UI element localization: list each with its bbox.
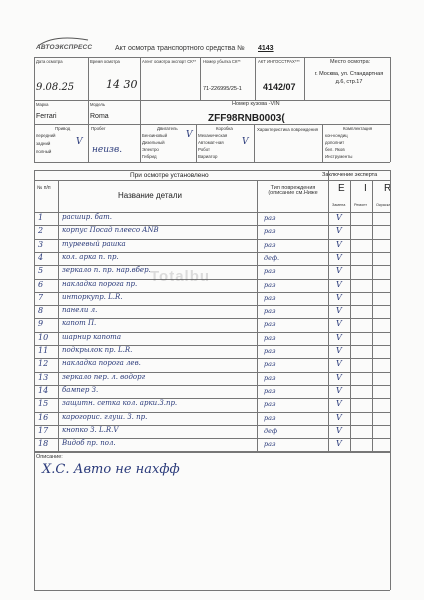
- row-damage-type: раз: [264, 214, 276, 222]
- grid-line: [196, 124, 197, 162]
- row-check-mark: V: [336, 226, 342, 236]
- gear-item-robot: Робот: [198, 147, 211, 152]
- col-i-header: I: [364, 183, 367, 194]
- place-value: г. Москва, ул. Стандартная д.6, стр.17: [314, 71, 384, 85]
- row-number: 4: [38, 252, 44, 262]
- grid-line: [390, 452, 391, 590]
- document-number: 4143: [258, 45, 274, 52]
- row-check-mark: V: [336, 332, 342, 342]
- row-damage-type: раз: [264, 373, 276, 382]
- make-label: Марка: [36, 102, 49, 107]
- equip-item-extra: дополнит: [325, 140, 345, 145]
- row-number: 10: [38, 332, 49, 342]
- col-num-header: № п/п: [37, 185, 51, 191]
- grid-line: [34, 124, 35, 162]
- make-value: Ferrari: [36, 113, 57, 120]
- row-damage-type: раз: [264, 360, 276, 369]
- row-damage-type: раз: [264, 240, 276, 249]
- grid-line: [328, 170, 329, 452]
- row-damage-type: деф: [264, 426, 278, 435]
- row-damage-type: раз: [264, 280, 276, 289]
- row-number: 6: [38, 279, 44, 289]
- vin-label: Номер кузова -VIN: [232, 101, 280, 107]
- engine-label: Двигатель: [157, 126, 178, 131]
- grid-line: [34, 452, 35, 590]
- row-number: 14: [38, 385, 49, 395]
- row-check-mark: V: [336, 372, 342, 382]
- row-number: 2: [38, 226, 44, 236]
- row-check-mark: V: [336, 359, 342, 369]
- row-damage-type: раз: [264, 413, 276, 422]
- row-part-name: бампер З.: [62, 385, 99, 394]
- voucher-label: Номер убытка СК**: [203, 59, 241, 64]
- grid-line: [34, 170, 390, 171]
- row-damage-type: раз: [264, 267, 276, 276]
- row-check-mark: V: [336, 319, 342, 329]
- row-number: 16: [38, 412, 49, 422]
- row-part-name: подкрылок пр. L.R.: [62, 346, 133, 354]
- row-number: 8: [38, 306, 44, 316]
- row-check-mark: V: [336, 346, 342, 355]
- row-number: 12: [38, 359, 49, 369]
- grid-line: [322, 124, 323, 162]
- date-value: 9.08.25: [36, 82, 75, 93]
- engine-item-diesel: Дизельный: [142, 140, 165, 145]
- invoice-label: АКТ ИНГОССТРАХ***: [258, 59, 300, 64]
- row-part-name: туреевый рашка: [62, 239, 126, 248]
- drive-item-all: полный: [36, 149, 52, 154]
- grid-line: [34, 590, 390, 591]
- expert-title: Заключение эксперта: [322, 172, 378, 178]
- row-number: 3: [38, 239, 44, 249]
- notes-label: Описание:: [36, 454, 63, 460]
- row-number: 18: [38, 439, 49, 449]
- grid-line: [254, 124, 255, 162]
- row-part-name: шарнир капота: [62, 332, 121, 341]
- col-e-header: E: [338, 183, 345, 194]
- row-damage-type: раз: [264, 440, 276, 449]
- row-check-mark: V: [336, 252, 342, 262]
- drive-label: Привод: [55, 126, 71, 131]
- row-check-mark: V: [336, 266, 342, 276]
- mileage-label: Пробег: [91, 126, 106, 131]
- row-number: 1: [38, 213, 44, 222]
- row-damage-type: раз: [264, 386, 276, 395]
- grid-line: [140, 100, 141, 124]
- row-damage-type: раз: [264, 400, 276, 409]
- equip-item-white: бел. Яков: [325, 147, 345, 152]
- grid-line: [390, 100, 391, 124]
- row-part-name: расшир. бат.: [62, 213, 112, 221]
- row-part-name: защитн. сетка кол. арки.З.пр.: [62, 399, 178, 408]
- row-part-name: карогорис. глуш. З. пр.: [62, 412, 148, 421]
- row-part-name: кнопко З. L.R.V: [62, 425, 119, 434]
- row-part-name: накладка порога пр.: [62, 279, 138, 288]
- col-r-header: R: [384, 183, 392, 194]
- grid-line: [34, 180, 390, 181]
- grid-line: [257, 180, 258, 452]
- row-damage-type: раз: [264, 333, 276, 342]
- equip-item-ac: кон-кондиц: [325, 133, 348, 138]
- row-part-name: кол. арка п. пр.: [62, 252, 119, 261]
- sub-r-header: Окраска: [376, 203, 391, 207]
- grid-line: [88, 57, 89, 100]
- grid-line: [88, 100, 89, 124]
- place-label: Место осмотра:: [330, 59, 371, 65]
- row-check-mark: V: [336, 385, 342, 395]
- sub-i-header: Ремонт: [354, 203, 368, 207]
- row-check-mark: V: [336, 292, 342, 302]
- engine-item-electric: Электро: [142, 147, 159, 152]
- grid-line: [350, 180, 351, 452]
- gear-item-manual: Механическая: [198, 133, 228, 138]
- row-check-mark: V: [336, 213, 342, 222]
- grid-line: [34, 170, 35, 452]
- row-check-mark: V: [336, 425, 342, 435]
- equip-label: Комплектация: [343, 126, 373, 131]
- grid-line: [390, 170, 391, 452]
- row-check-mark: V: [336, 412, 342, 422]
- row-part-name: зеркало пер. л. водорг: [62, 372, 146, 381]
- row-damage-type: деф.: [264, 253, 280, 262]
- voucher-value: 71-226995/25-1: [203, 86, 242, 92]
- model-label: Модель: [90, 102, 106, 107]
- vin-value: ZFF98RNB0003(: [208, 113, 285, 124]
- notes-text: Х.С. Авто не нахфф: [42, 462, 180, 477]
- grid-line: [34, 100, 35, 124]
- row-check-mark: V: [336, 239, 342, 249]
- time-label: Время осмотра: [90, 59, 120, 64]
- row-damage-type: раз: [264, 227, 276, 236]
- row-number: 9: [38, 319, 44, 329]
- row-part-name: зеркало п. пр. нар.вбер.: [62, 266, 151, 275]
- row-part-name: корпус Посад плеесо ANB: [62, 226, 159, 235]
- row-number: 11: [38, 346, 49, 355]
- row-part-name: инторкупр. L.R.: [62, 292, 123, 301]
- act-number-value: 4142/07: [263, 82, 296, 92]
- col-name-header: Название детали: [118, 191, 182, 200]
- row-part-name: Видоб пр. пол.: [62, 439, 116, 448]
- grid-line: [34, 162, 390, 163]
- engine-item-petrol: Бензиновый: [142, 133, 168, 138]
- row-number: 7: [38, 292, 44, 302]
- row-number: 5: [38, 266, 44, 276]
- time-value: 14 30: [106, 78, 138, 91]
- gear-label: Коробка: [216, 126, 233, 131]
- grid-line: [34, 452, 390, 453]
- grid-line: [304, 57, 305, 100]
- row-check-mark: V: [336, 306, 342, 316]
- row-check-mark: V: [336, 279, 342, 289]
- date-label: Дата осмотра: [36, 59, 63, 64]
- gear-check: V: [242, 137, 249, 147]
- engine-item-hybrid: Гибрид: [142, 154, 157, 159]
- grid-line: [390, 57, 391, 100]
- grid-line: [200, 57, 201, 100]
- model-value: Roma: [90, 113, 109, 120]
- grid-line: [255, 57, 256, 100]
- grid-line: [34, 57, 35, 100]
- row-number: 17: [38, 425, 49, 435]
- section-title: При осмотре установлено: [130, 172, 209, 179]
- row-damage-type: раз: [264, 293, 276, 302]
- grid-line: [88, 124, 89, 162]
- grid-line: [372, 180, 373, 452]
- col-type-header: Тип повреждения (описание см.Ниже: [268, 185, 318, 196]
- row-damage-type: раз: [264, 347, 276, 355]
- watermark: Totalbu: [150, 268, 211, 285]
- agent-label: Агент осмотра экспорт СК**: [142, 59, 196, 64]
- mileage-value: неизв.: [92, 145, 123, 155]
- gear-item-auto: Автомат-ная: [198, 140, 224, 145]
- drive-item-front: передний: [36, 133, 56, 138]
- equip-item-tools: Инструменты: [325, 154, 353, 159]
- row-damage-type: раз: [264, 320, 276, 329]
- row-part-name: накладка порога лев.: [62, 359, 141, 368]
- row-check-mark: V: [336, 439, 342, 449]
- row-number: 15: [38, 399, 49, 409]
- drive-check: V: [76, 137, 83, 147]
- grid-line: [140, 57, 141, 100]
- row-number: 13: [38, 372, 49, 382]
- sub-e-header: Замена: [332, 203, 346, 207]
- row-part-name: капот П.: [62, 319, 97, 328]
- grid-line: [58, 180, 59, 452]
- row-check-mark: V: [336, 399, 342, 409]
- gear-item-cvt: Вариатор: [198, 154, 218, 159]
- logo-text: АВТОЭКСПРЕСС: [36, 44, 93, 51]
- engine-check: V: [186, 130, 193, 140]
- damage-label: Характеристика повреждения: [257, 127, 319, 132]
- drive-item-rear: задний: [36, 141, 51, 146]
- row-part-name: панели л.: [62, 306, 98, 315]
- grid-line: [390, 124, 391, 162]
- row-damage-type: раз: [264, 307, 276, 316]
- grid-line: [140, 124, 141, 162]
- document-title: Акт осмотра транспортного средства №: [115, 45, 245, 52]
